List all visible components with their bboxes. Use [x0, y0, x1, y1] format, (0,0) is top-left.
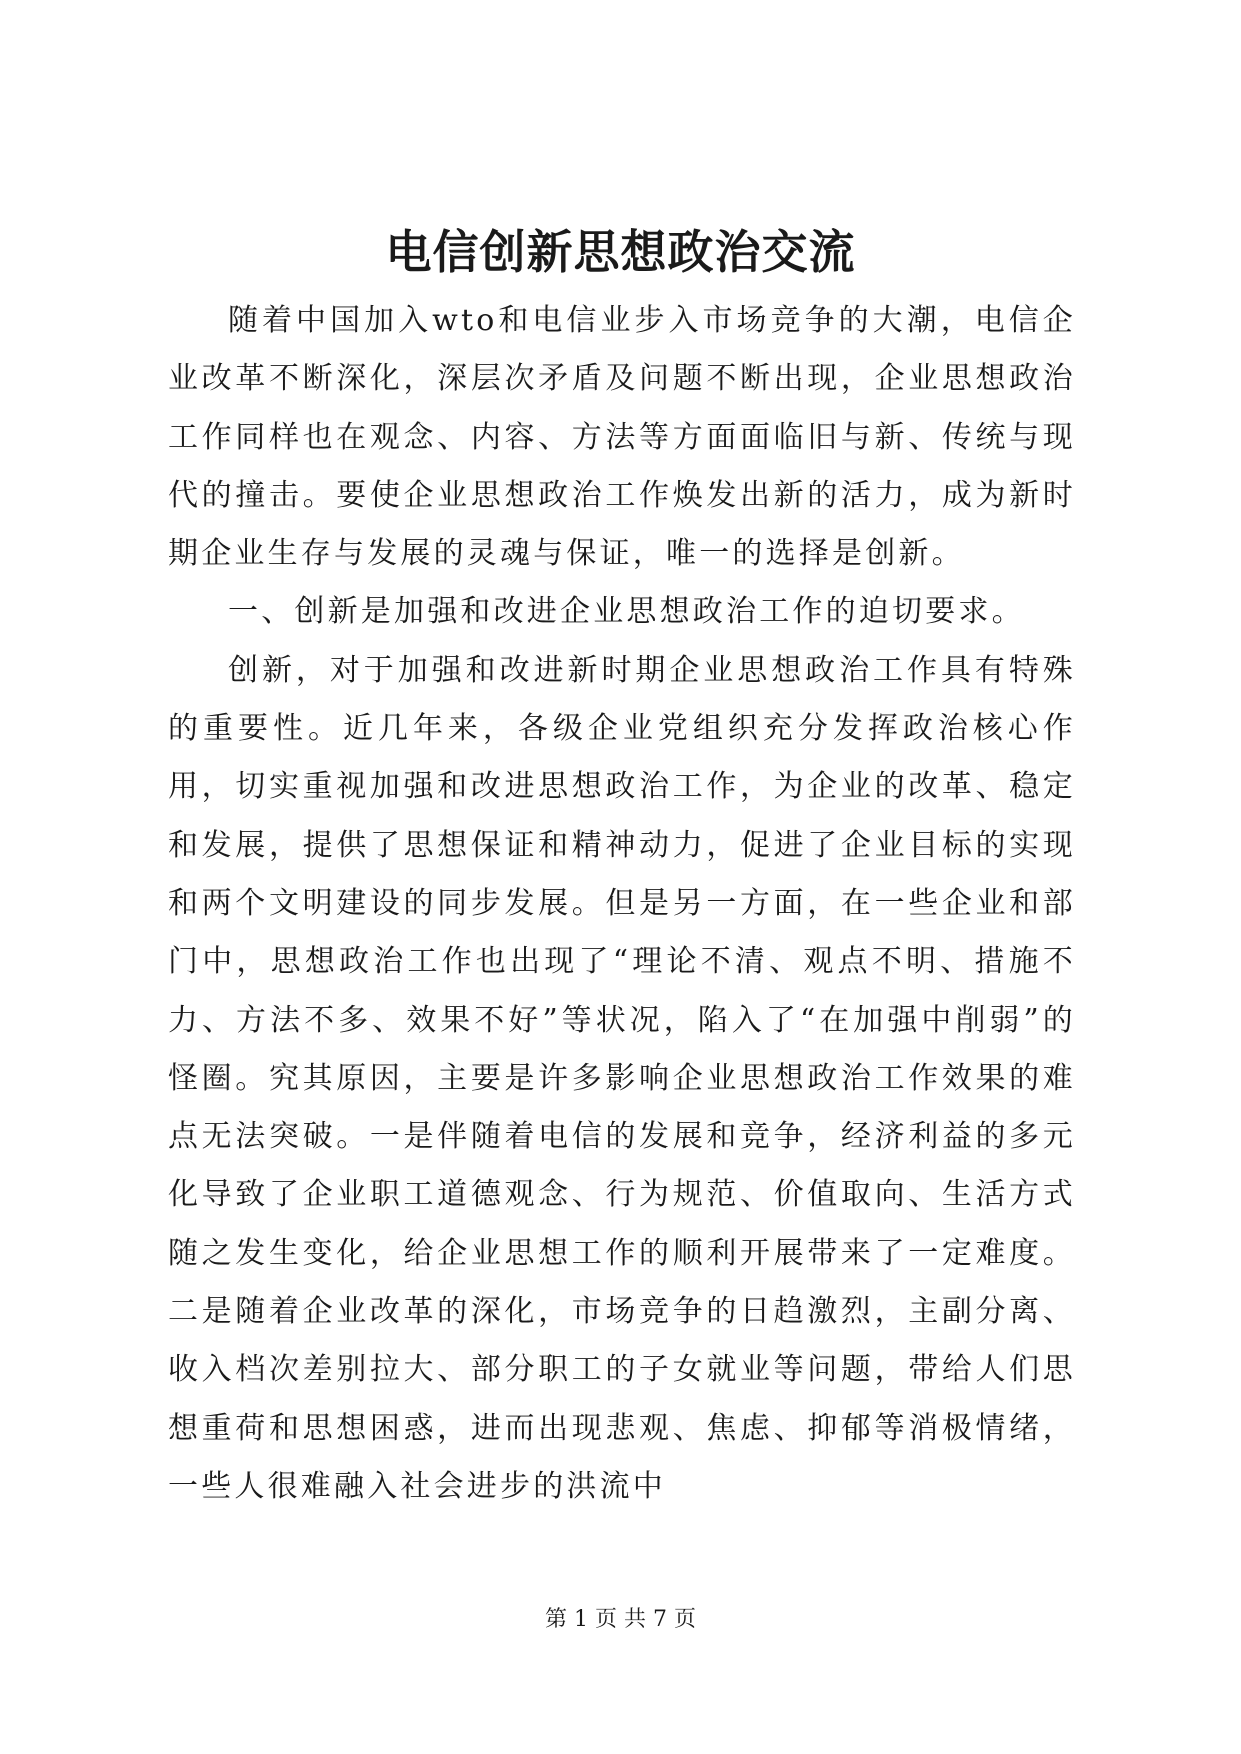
- document-body: [168, 292, 1076, 1516]
- document-title: 电信创新思想政治交流: [385, 225, 856, 279]
- page-footer: 第 1 页 共 7 页: [545, 1607, 696, 1632]
- paragraph-section-heading: 一、创新是加强和改进企业思想政治工作的迫切要求。: [228, 594, 1025, 630]
- paragraph-intro: 随着中国加入wto和电信业步入市场竞争的大潮，电信企业改革不断深化，深层次矛盾及问题不断出现，企业思想政治工作同样也在观念、内容、方法等方面面临旧与新、传统与现代的撞击。要使企业思想政治工作焕发出新的活力，成为新时期企业生存与发展的灵魂与保证，唯一的选择是创新。: [168, 303, 1076, 572]
- paragraph-innovation: 创新，对于加强和改进新时期企业思想政治工作具有特殊的重要性。近几年来，各级企业党组织充分发挥政治核心作用，切实重视加强和改进思想政治工作，为企业的改革、稳定和发展，提供了思想保证和精神动力，促进了企业目标的实现和两个文明建设的同步发展。但是另一方面，在一些企业和部门中，思想政治工作也出现了“理论不清、观点不明、措施不力、方法不多、效果不好”等状况，陷入了“在加强中削弱”的怪圈。究其原因，主要是许多影响企业思想政治工作效果的难点无法突破。一是伴随着电信的发展和竞争，经济利益的多元化导致了企业职工道德观念、行为规范、价值取向、生活方式随之发生变化，给企业思想工作的顺利开展带来了一定难度。二是随着企业改革的深化，市场竞争的日趋激烈，主副分离、收入档次差别拉大、部分职工的子女就业等问题，带给人们思想重荷和思想困惑，进而出现悲观、焦虑、抑郁等消极情绪，一些人很难融入社会进步的洪流中: [168, 652, 1076, 1504]
